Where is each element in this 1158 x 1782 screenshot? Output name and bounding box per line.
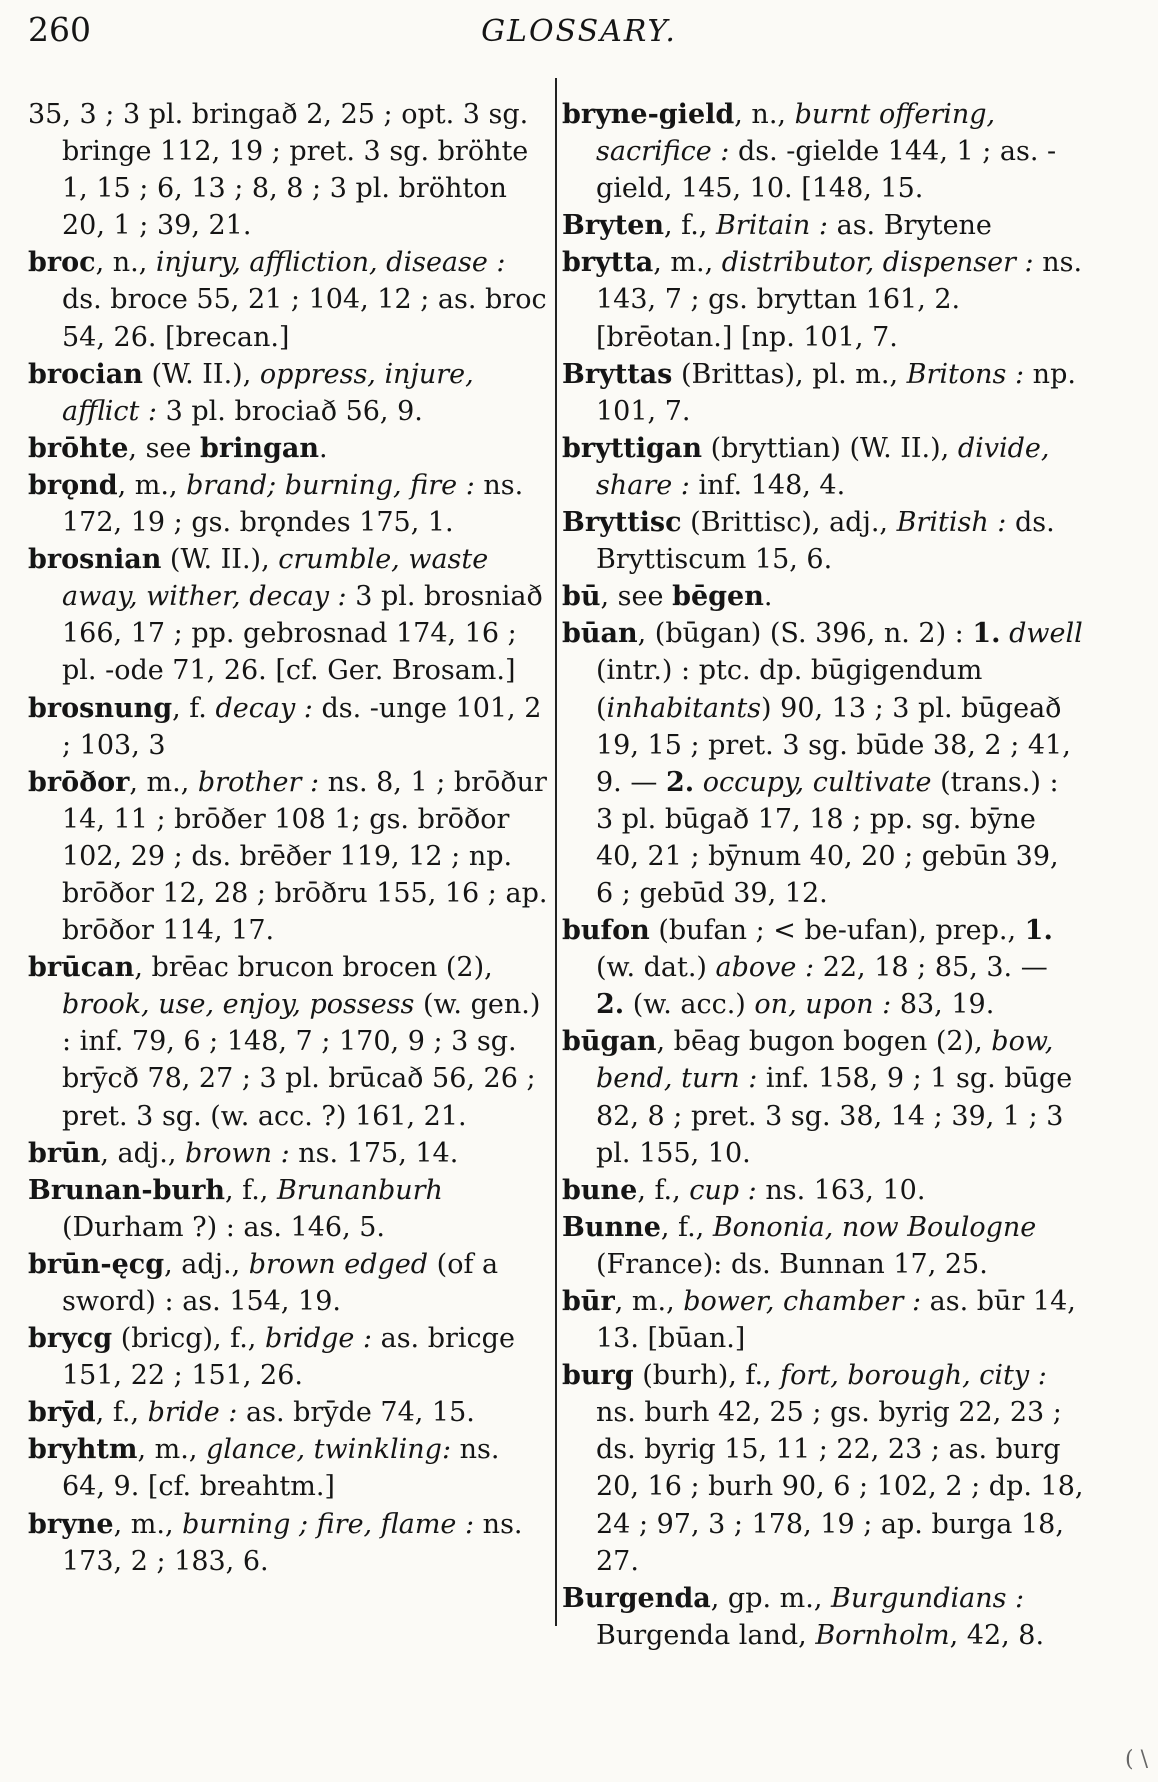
entry-text: (bricg), f., xyxy=(112,1323,265,1355)
headword: bufon xyxy=(562,915,650,947)
entry-text: , m., xyxy=(653,247,722,279)
definition: inhabitants xyxy=(606,692,762,724)
definition: occupy, cultivate xyxy=(702,766,932,798)
definition: glance, twinkling: xyxy=(205,1434,452,1466)
entry-text: ds. -gielde 144, 1 ; as. -gield, 145, 10. [148, 15. xyxy=(596,136,1057,205)
entry-text: , (būgan) (S. 396, n. 2) : xyxy=(637,618,973,650)
headword: brȳd xyxy=(28,1397,96,1429)
entry-text: (w. gen.) : inf. 79, 6 ; 148, 7 ; 170, 9 ; 3 sg. brȳcð 78, 27 ; 3 pl. brūcað 56, 26 ; pret. 3 sg. (w. acc. ?) 161, 21. xyxy=(62,989,541,1132)
headword: bryne xyxy=(28,1508,114,1540)
definition: bower, chamber : xyxy=(683,1286,922,1317)
entry-text: , 42, 8. xyxy=(949,1619,1045,1651)
entry-text: (W. II.), xyxy=(161,544,279,576)
entry-text: , m., xyxy=(137,1434,206,1466)
entry-text: ds. broce 55, 21 ; 104, 12 ; as. broc 54, 26. [brecan.] xyxy=(62,284,547,353)
entry-text: ) 90, 13 ; 3 pl. būgeað 19, 15 ; pret. 3 sg. būde 38, 2 ; 41, 9. — xyxy=(596,692,1071,798)
glossary-entry xyxy=(28,541,548,689)
definition: burning ; fire, flame : xyxy=(182,1508,475,1540)
entry-text: , gp. m., xyxy=(710,1582,831,1614)
entry-text: , adj., xyxy=(100,1137,186,1169)
glossary-entry xyxy=(28,1394,548,1431)
headword: bune xyxy=(562,1174,638,1206)
definition: cup : xyxy=(689,1174,757,1206)
entry-text: , brēac brucon brocen (2), xyxy=(134,952,493,984)
definition: on, upon : xyxy=(754,989,892,1021)
entry-text: (w. dat.) xyxy=(596,952,716,984)
headword: burg xyxy=(562,1360,634,1392)
entry-text: ns. 173, 2 ; 183, 6. xyxy=(62,1508,523,1577)
headword: brūn xyxy=(28,1137,101,1169)
glossary-entry xyxy=(28,467,548,541)
entry-text: (W. II.), xyxy=(142,358,260,390)
headword: Brunan-burh xyxy=(28,1174,226,1206)
entry-text: (burh), f., xyxy=(633,1360,781,1392)
glossary-entry xyxy=(28,244,548,355)
glossary-entry xyxy=(562,1209,1084,1283)
entry-text: 35, 3 ; 3 pl. bringað 2, 25 ; opt. 3 sg. bringe 112, 19 ; pret. 3 sg. bröhte 1, 15 ; 6, 13 ; 8, 8 ; 3 pl. bröhton 20, 1 ; 39, 21. xyxy=(28,99,529,242)
glossary-entry xyxy=(562,244,1084,355)
entry-text: (bryttian) (W. II.), xyxy=(702,432,958,464)
entry-text: , f., xyxy=(664,210,716,242)
definition: Bornholm xyxy=(815,1619,950,1651)
definition: bride : xyxy=(147,1397,238,1429)
entry-text: , n., xyxy=(734,99,795,130)
entry-text: (w. acc.) xyxy=(624,989,755,1021)
entry-text: , m., xyxy=(117,469,187,501)
entry-text: (Brittisc), adj., xyxy=(681,507,897,539)
glossary-entry xyxy=(562,430,1084,504)
definition: brand; burning, fire : xyxy=(186,469,475,501)
entry-text: . xyxy=(318,432,328,464)
definition: British : xyxy=(896,507,1007,539)
definition: distributor, dispenser : xyxy=(721,247,1034,279)
glossary-entry xyxy=(562,912,1084,1023)
entry-text: 83, 19. xyxy=(891,989,995,1021)
definition: above : xyxy=(715,952,815,984)
definition: burnt offering, sacrifice : xyxy=(596,99,996,168)
entry-text: , bēag bugon bogen (2), xyxy=(656,1026,992,1058)
entry-text: , m., xyxy=(129,766,198,798)
definition: Brunanburh xyxy=(276,1174,443,1206)
definition: brother : xyxy=(197,766,320,798)
headword: brocian xyxy=(28,358,143,390)
entry-text: , m., xyxy=(113,1508,183,1540)
glossary-entry xyxy=(562,96,1084,207)
headword: brūn-ęcg xyxy=(28,1248,165,1280)
glossary-column-right xyxy=(562,96,1084,1654)
glossary-entry xyxy=(28,1135,548,1172)
definition: oppress, injure, afflict : xyxy=(62,358,474,427)
headword: bū xyxy=(562,581,601,613)
headword: bēgen xyxy=(672,581,764,613)
headword: būan xyxy=(562,618,638,650)
entry-text: (bufan ; < be-ufan), prep., xyxy=(649,915,1025,947)
entry-text: (Brittas), pl. m., xyxy=(672,358,907,390)
headword: broc xyxy=(28,247,96,279)
entry-text: 22, 18 ; 85, 3. — xyxy=(814,952,1048,984)
entry-text: ns. 175, 14. xyxy=(289,1137,459,1169)
entry-text: (trans.) : 3 pl. būgað 17, 18 ; pp. sg. bȳne 40, 21 ; bȳnum 40, 20 ; gebūn 39, 6 ; gebūd 39, 12. xyxy=(596,766,1059,909)
entry-text: , m., xyxy=(614,1286,684,1317)
definition: fort, borough, city : xyxy=(780,1360,1047,1392)
definition: bow, bend, turn : xyxy=(596,1026,1054,1095)
headword: Bunne xyxy=(562,1211,661,1243)
headword: brycg xyxy=(28,1323,113,1355)
entry-text: ds. Bryttiscum 15, 6. xyxy=(596,507,1055,576)
page-number: 260 xyxy=(28,10,91,49)
glossary-entry xyxy=(28,96,548,244)
entry-text: , f., xyxy=(637,1174,690,1206)
entry-text: , f. xyxy=(172,692,216,724)
entry-text: (Durham ?) : as. 146, 5. xyxy=(62,1211,385,1243)
definition: Britain : xyxy=(715,210,829,242)
entry-text: ns. 64, 9. [cf. breahtm.] xyxy=(62,1434,500,1503)
sense-number: 1. xyxy=(1024,915,1053,947)
definition: brown edged xyxy=(248,1248,429,1280)
headword: brōðor xyxy=(28,766,130,798)
definition: dwell xyxy=(1009,618,1083,650)
column-divider xyxy=(555,78,557,1626)
definition: decay : xyxy=(215,692,313,724)
sense-number: 1. xyxy=(972,618,1001,650)
sense-number: 2. xyxy=(596,989,625,1021)
glossary-entry xyxy=(28,1320,548,1394)
glossary-entry xyxy=(562,1172,1084,1209)
headword: Bryttas xyxy=(562,358,673,390)
entry-text: inf. 158, 9 ; 1 sg. būge 82, 8 ; pret. 3 sg. 38, 14 ; 39, 1 ; 3 pl. 155, 10. xyxy=(596,1063,1073,1169)
definition: Bononia, now Boulogne xyxy=(712,1211,1037,1243)
definition: Burgundians : xyxy=(831,1582,1025,1614)
headword: brosnian xyxy=(28,544,162,576)
entry-text: ns. burh 42, 25 ; gs. byrig 22, 23 ; ds. byrig 15, 11 ; 22, 23 ; as. burg 20, 16 ; burh 90, 6 ; 102, 2 ; dp. 18, 24 ; 97, 3 ; 178, 19 ; ap. burga 18, 27. xyxy=(596,1397,1084,1577)
entry-text: np. 101, 7. xyxy=(596,358,1076,427)
entry-text: ds. -unge 101, 2 ; 103, 3 xyxy=(62,692,542,761)
corner-mark: ( \ xyxy=(1125,1747,1148,1772)
glossary-entry xyxy=(562,615,1084,912)
headword: bryttigan xyxy=(562,432,702,464)
entry-text: . xyxy=(763,581,773,613)
glossary-entry xyxy=(28,1172,548,1246)
entry-text: , see xyxy=(128,432,200,464)
headword: brūcan xyxy=(28,952,135,984)
headword: bringan xyxy=(199,432,319,464)
headword: brōhte xyxy=(28,432,129,464)
entry-text: as. bricge 151, 22 ; 151, 26. xyxy=(62,1323,515,1392)
entry-text: ns. 143, 7 ; gs. bryttan 161, 2. [brēotan.] [np. 101, 7. xyxy=(596,247,1083,353)
definition: brook, use, enjoy, possess xyxy=(62,989,415,1021)
entry-text: inf. 148, 4. xyxy=(689,469,846,501)
entry-text: as. brȳde 74, 15. xyxy=(237,1397,475,1429)
glossary-column-left xyxy=(28,96,548,1580)
sense-number: 2. xyxy=(665,766,695,798)
headword: brosnung xyxy=(28,692,173,724)
entry-text: as. Brytene xyxy=(828,210,992,242)
running-head: GLOSSARY. xyxy=(481,14,677,49)
entry-text xyxy=(1001,618,1010,649)
definition: injury, affliction, disease : xyxy=(155,247,506,279)
definition: brown : xyxy=(185,1137,290,1169)
definition: bridge : xyxy=(264,1323,373,1355)
headword: būgan xyxy=(562,1026,657,1058)
entry-text: , adj., xyxy=(164,1248,249,1280)
entry-text: ns. 172, 19 ; gs. brǫndes 175, 1. xyxy=(62,469,524,539)
glossary-entry xyxy=(28,1246,548,1320)
entry-text: , f., xyxy=(225,1174,277,1206)
entry-text: , see xyxy=(600,581,673,613)
glossary-entry xyxy=(562,1023,1084,1171)
entry-text: (intr.) : ptc. dp. būgigendum ( xyxy=(596,655,983,724)
glossary-entry xyxy=(562,1580,1084,1654)
glossary-entry xyxy=(28,1506,548,1580)
entry-text: 3 pl. brociað 56, 9. xyxy=(157,395,423,427)
definition: Britons : xyxy=(906,358,1025,390)
headword: Burgenda xyxy=(562,1582,711,1614)
headword: bryne-gield xyxy=(562,99,735,130)
headword: būr xyxy=(562,1286,615,1317)
entry-text: , f., xyxy=(95,1397,148,1429)
glossary-entry xyxy=(28,690,548,764)
entry-text: (of a sword) : as. 154, 19. xyxy=(62,1248,499,1317)
glossary-entry xyxy=(562,1283,1084,1357)
definition: divide, share : xyxy=(596,432,1050,501)
entry-text xyxy=(694,767,703,798)
entry-text: as. būr 14, 13. [būan.] xyxy=(596,1286,1076,1355)
entry-text: , f., xyxy=(660,1211,713,1243)
glossary-entry xyxy=(562,356,1084,430)
glossary-entry xyxy=(562,207,1084,244)
glossary-entry xyxy=(28,430,548,467)
glossary-entry xyxy=(28,356,548,430)
headword: brytta xyxy=(562,247,654,279)
entry-text: ns. 8, 1 ; brōður 14, 11 ; brōðer 108 1; gs. brōðor 102, 29 ; ds. brēðer 119, 12 ; np. brōðor 12, 28 ; brōðru 155, 16 ; ap. brōðor 114, 17. xyxy=(62,766,548,947)
entry-text: (France): ds. Bunnan 17, 25. xyxy=(596,1248,988,1280)
definition: crumble, waste away, wither, decay : xyxy=(62,544,489,613)
headword: Bryttisc xyxy=(562,507,682,539)
headword: Bryten xyxy=(562,210,665,242)
glossary-entry xyxy=(28,764,548,949)
entry-text: 3 pl. brosniað 166, 17 ; pp. gebrosnad 174, 16 ; pl. -ode 71, 26. [cf. Ger. Brosam.] xyxy=(62,581,543,687)
headword: bryhtm xyxy=(28,1434,138,1466)
glossary-entry xyxy=(562,578,1084,615)
entry-text: Burgenda land, xyxy=(596,1619,816,1651)
entry-text: ns. 163, 10. xyxy=(756,1174,926,1206)
glossary-entry xyxy=(562,1357,1084,1580)
glossary-entry xyxy=(28,949,548,1134)
headword: brǫnd xyxy=(28,469,118,501)
glossary-entry xyxy=(562,504,1084,578)
entry-text: , n., xyxy=(95,247,156,279)
glossary-entry xyxy=(28,1431,548,1505)
